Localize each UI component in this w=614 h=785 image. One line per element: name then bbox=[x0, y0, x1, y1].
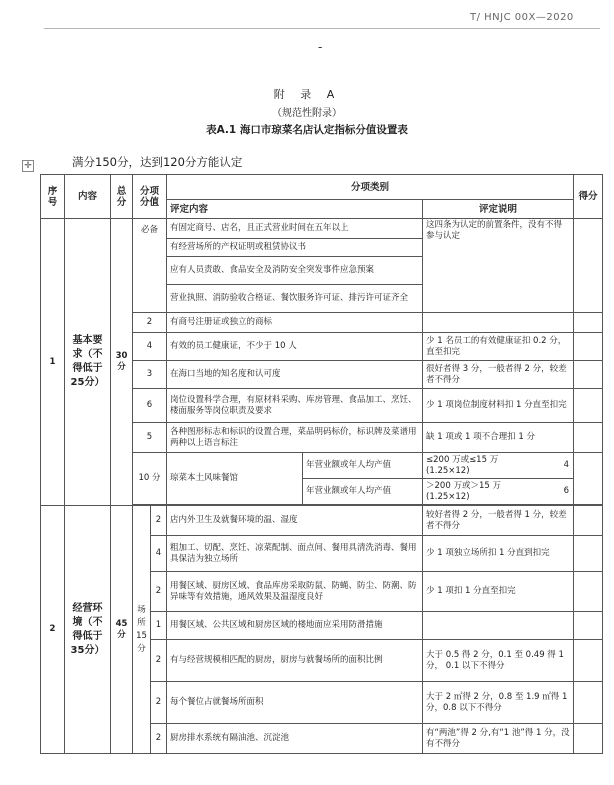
local-content: 琼菜本土风味餐馆 bbox=[167, 453, 303, 505]
row-content: 各种图形标志和标识的设置合理，菜品明码标价，标识牌及菜谱用两种以上语言标注 bbox=[167, 423, 423, 453]
row-score: 2 bbox=[151, 572, 167, 612]
header-rule bbox=[44, 28, 600, 29]
row-desc bbox=[423, 313, 574, 333]
table-title: 表A.1 海口市琼菜名店认定指标分值设置表 bbox=[206, 124, 408, 136]
score-cell bbox=[574, 724, 603, 754]
section2-seq: 2 bbox=[41, 506, 65, 754]
row-content: 厨房排水系统有隔油池、沉淀池 bbox=[167, 724, 423, 754]
row-desc bbox=[423, 612, 574, 640]
score-cell bbox=[574, 333, 603, 361]
required-label: 必备 bbox=[133, 219, 167, 313]
header-eval-content: 评定内容 bbox=[167, 200, 423, 219]
required-item: 应有人员责敢、食品安全及消防安全突发事件应急预案 bbox=[167, 257, 423, 285]
page-marker: - bbox=[318, 40, 323, 54]
row-score: 2 bbox=[151, 682, 167, 724]
score-cell bbox=[574, 572, 603, 612]
section2-total: 45分 bbox=[111, 506, 133, 754]
row-score: 2 bbox=[133, 313, 167, 333]
standard-code: T/ HNJC 00X—2020 bbox=[470, 12, 574, 23]
row-content: 在海口当地的知名度和认可度 bbox=[167, 361, 423, 389]
row-desc: 少 1 项独立场所扣 1 分直到扣完 bbox=[423, 536, 574, 572]
row-content: 用餐区域、厨房区域、食品库房采取防鼠、防蝇、防尘、防潮、防异味等有效措施，通风效果及温湿度良好 bbox=[167, 572, 423, 612]
appendix-note: （规范性附录） bbox=[272, 108, 342, 119]
local-score: 10 分 bbox=[133, 453, 167, 505]
row-score: 5 bbox=[133, 423, 167, 453]
local-criterion-desc: ＞200 万或＞15 万(1.25×12) bbox=[423, 479, 542, 505]
row-content: 用餐区域、公共区域和厨房区域的楼地面应采用防滑措施 bbox=[167, 612, 423, 640]
row-content: 粗加工、切配、烹饪、凉菜配制、面点间、餐用具清洗消毒、餐用具保洁为独立场所 bbox=[167, 536, 423, 572]
row-desc: 少 1 项岗位制度材料扣 1 分直至扣完 bbox=[423, 389, 574, 423]
row-desc: 少 1 项扣 1 分直至扣完 bbox=[423, 572, 574, 612]
row-score: 6 bbox=[133, 389, 167, 423]
row-content: 岗位设置科学合理，有原材料采购、库房管理、食品加工、烹饪、楼面服务等岗位职责及要求 bbox=[167, 389, 423, 423]
score-cell bbox=[574, 612, 603, 640]
appendix-title: 附 录 A bbox=[273, 88, 341, 101]
section2-sub-label: 场所15分 bbox=[133, 506, 151, 754]
section1-total: 30分 bbox=[111, 219, 133, 506]
local-criterion-score: 6 bbox=[542, 479, 574, 505]
row-content: 有商号注册证或独立的商标 bbox=[167, 313, 423, 333]
required-item: 营业执照、消防验收合格证、餐饮服务许可证、排污许可证齐全 bbox=[167, 285, 423, 313]
table-row bbox=[41, 219, 603, 239]
score-cell bbox=[574, 640, 603, 682]
row-content: 店内外卫生及就餐环境的温、湿度 bbox=[167, 506, 423, 536]
row-score: 4 bbox=[133, 333, 167, 361]
section1-seq: 1 bbox=[41, 219, 65, 506]
local-criterion-label: 年营业额或年人均产值 bbox=[303, 453, 423, 479]
table-row bbox=[41, 506, 603, 536]
row-desc: 大于 0.5 得 2 分，0.1 至 0.49 得 1 分， 0.1 以下不得分 bbox=[423, 640, 574, 682]
section2-content: 经营环境（不得低于35分） bbox=[65, 506, 111, 754]
local-criterion-score: 4 bbox=[542, 453, 574, 479]
required-desc: 这四条为认定的前置条件，没有不得参与认定 bbox=[423, 219, 574, 313]
row-score: 2 bbox=[151, 724, 167, 754]
row-score: 1 bbox=[151, 612, 167, 640]
criteria-table bbox=[40, 174, 603, 754]
row-content: 有效的员工健康证，不少于 10 人 bbox=[167, 333, 423, 361]
score-cell bbox=[574, 682, 603, 724]
row-desc: 很好者得 3 分，一般者得 2 分，较差者不得分 bbox=[423, 361, 574, 389]
score-cell bbox=[574, 453, 603, 505]
row-desc: 少 1 名员工的有效健康证扣 0.2 分，直至扣完 bbox=[423, 333, 574, 361]
header-score: 得分 bbox=[574, 175, 603, 219]
required-item: 有经营场所的产权证明或租赁协议书 bbox=[167, 239, 423, 257]
header-seq: 序号 bbox=[41, 175, 65, 219]
row-content: 每个餐位占就餐场所面积 bbox=[167, 682, 423, 724]
score-cell bbox=[574, 361, 603, 389]
row-desc: 有“两池”得 2 分,有“1 池”得 1 分，没有不得分 bbox=[423, 724, 574, 754]
header-content: 内容 bbox=[65, 175, 111, 219]
table-move-handle-icon[interactable]: ✛ bbox=[22, 160, 34, 172]
score-cell bbox=[574, 313, 603, 333]
row-score: 2 bbox=[151, 506, 167, 536]
section1-content: 基本要求（不得低于25分） bbox=[65, 219, 111, 506]
score-cell bbox=[574, 423, 603, 453]
header-total: 总分 bbox=[111, 175, 133, 219]
local-criterion-label: 年营业额或年人均产值 bbox=[303, 479, 423, 505]
header-subscore: 分项分值 bbox=[133, 175, 167, 219]
header-eval-desc: 评定说明 bbox=[423, 200, 574, 219]
score-cell bbox=[574, 506, 603, 536]
local-criterion-desc: ≤200 万或≤15 万(1.25×12) bbox=[423, 453, 542, 479]
full-score-note: 满分150分，达到120分方能认定 bbox=[72, 155, 243, 169]
row-score: 4 bbox=[151, 536, 167, 572]
row-desc: 较好者得 2 分，一般者得 1 分，较差者不得分 bbox=[423, 506, 574, 536]
score-cell bbox=[574, 389, 603, 423]
table-header-row bbox=[41, 175, 603, 200]
required-item: 有固定商号、店名，且正式营业时间在五年以上 bbox=[167, 219, 423, 239]
row-content: 有与经营规模相匹配的厨房，厨房与就餐场所的面积比例 bbox=[167, 640, 423, 682]
score-cell bbox=[574, 219, 603, 313]
row-score: 2 bbox=[151, 640, 167, 682]
row-desc: 缺 1 项或 1 项不合理扣 1 分 bbox=[423, 423, 574, 453]
score-cell bbox=[574, 536, 603, 572]
row-score: 3 bbox=[133, 361, 167, 389]
header-category: 分项类别 bbox=[167, 175, 574, 200]
row-desc: 大于 2 ㎡得 2 分，0.8 至 1.9 ㎡得 1 分，0.8 以下不得分 bbox=[423, 682, 574, 724]
